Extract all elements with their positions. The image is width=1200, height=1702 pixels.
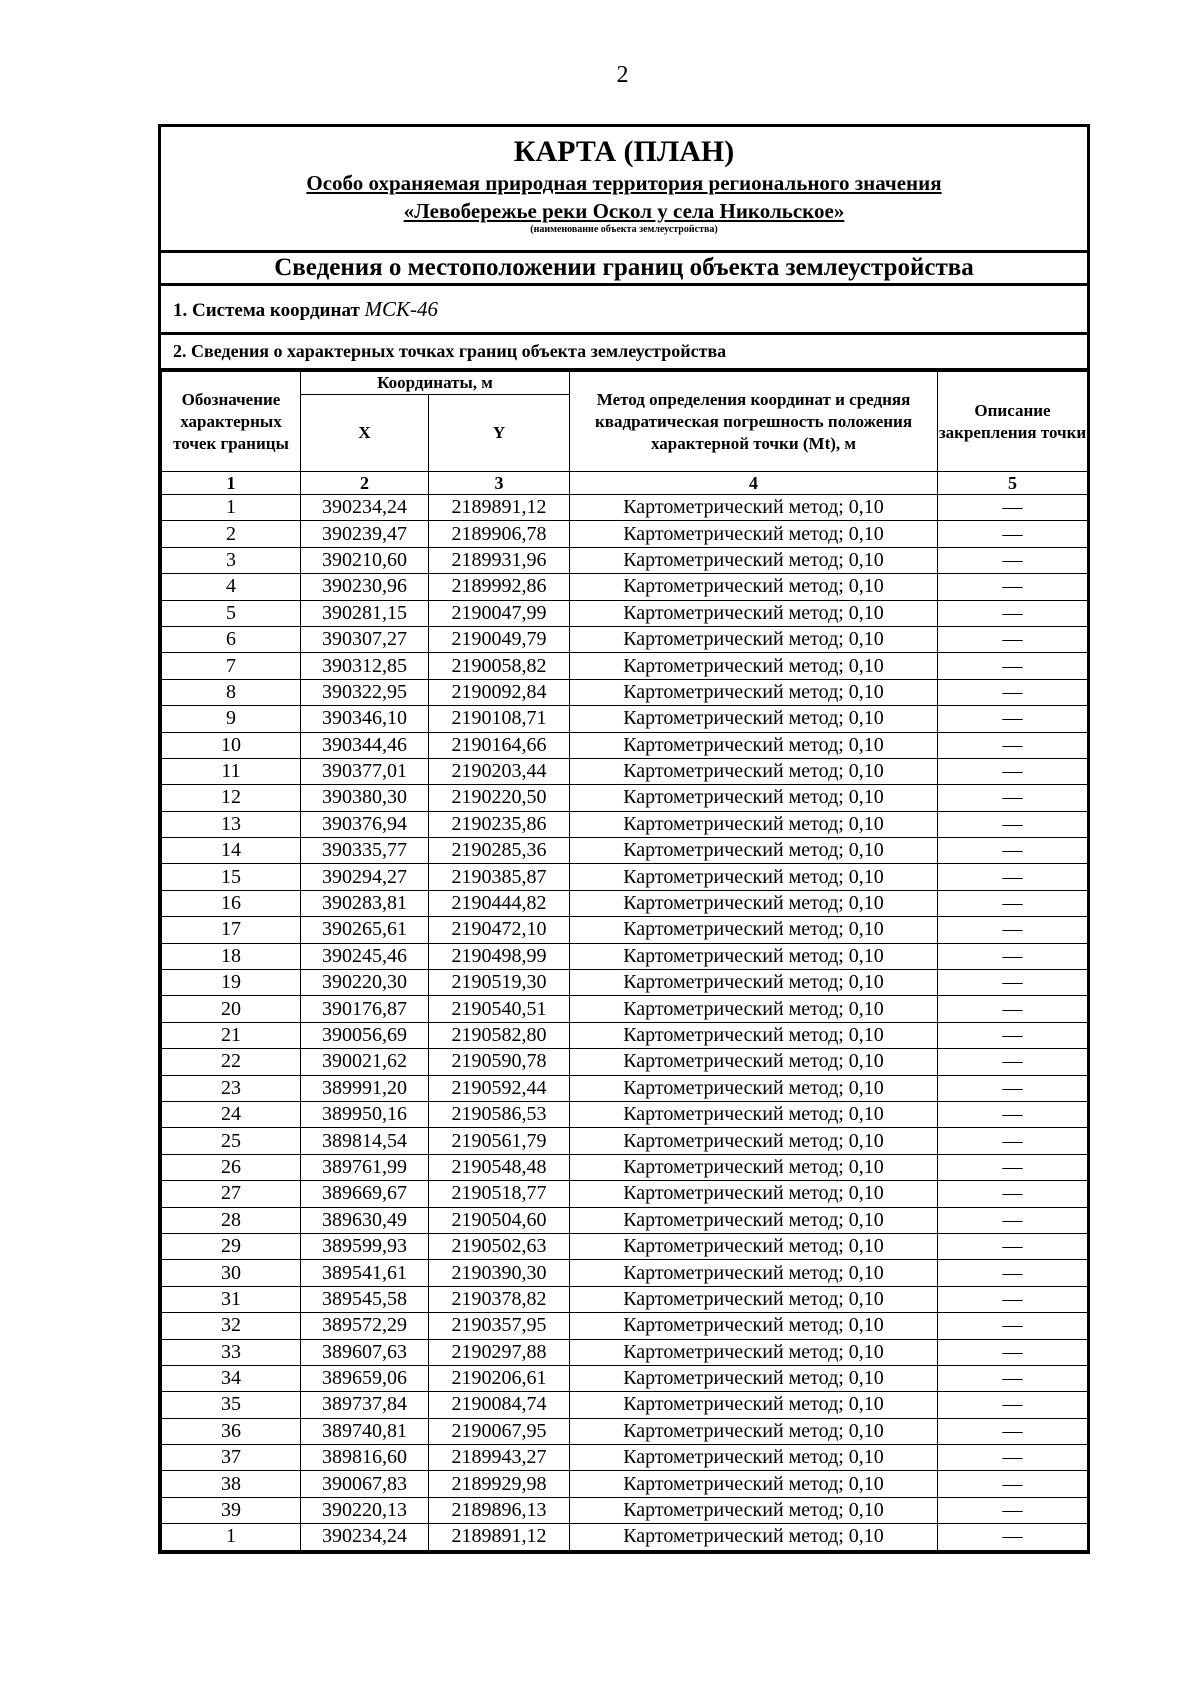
point-description: — xyxy=(938,1154,1088,1180)
y-coordinate: 2190206,61 xyxy=(429,1365,570,1391)
method: Картометрический метод; 0,10 xyxy=(570,1075,938,1101)
point-number: 31 xyxy=(162,1286,301,1312)
point-number: 18 xyxy=(162,943,301,969)
point-number: 23 xyxy=(162,1075,301,1101)
point-description: — xyxy=(938,1022,1088,1048)
y-coordinate: 2189896,13 xyxy=(429,1497,570,1523)
method: Картометрический метод; 0,10 xyxy=(570,521,938,547)
y-coordinate: 2190590,78 xyxy=(429,1049,570,1075)
point-number: 6 xyxy=(162,626,301,652)
method: Картометрический метод; 0,10 xyxy=(570,1497,938,1523)
point-description: — xyxy=(938,1471,1088,1497)
method: Картометрический метод; 0,10 xyxy=(570,864,938,890)
x-coordinate: 390239,47 xyxy=(301,521,429,547)
point-description: — xyxy=(938,1101,1088,1127)
x-coordinate: 390322,95 xyxy=(301,679,429,705)
method: Картометрический метод; 0,10 xyxy=(570,706,938,732)
x-coordinate: 390346,10 xyxy=(301,706,429,732)
x-coordinate: 390056,69 xyxy=(301,1022,429,1048)
point-description: — xyxy=(938,653,1088,679)
y-coordinate: 2190592,44 xyxy=(429,1075,570,1101)
point-description: — xyxy=(938,785,1088,811)
method: Картометрический метод; 0,10 xyxy=(570,1049,938,1075)
table-row xyxy=(162,1418,1088,1444)
x-coordinate: 389950,16 xyxy=(301,1101,429,1127)
method: Картометрический метод; 0,10 xyxy=(570,758,938,784)
point-number: 33 xyxy=(162,1339,301,1365)
table-row xyxy=(162,1286,1088,1312)
x-coordinate: 390376,94 xyxy=(301,811,429,837)
header-description: Описание закрепления точки xyxy=(938,372,1088,472)
point-number: 24 xyxy=(162,1101,301,1127)
point-number: 16 xyxy=(162,890,301,916)
method: Картометрический метод; 0,10 xyxy=(570,547,938,573)
y-coordinate: 2190385,87 xyxy=(429,864,570,890)
y-coordinate: 2190378,82 xyxy=(429,1286,570,1312)
y-coordinate: 2189931,96 xyxy=(429,547,570,573)
y-coordinate: 2190504,60 xyxy=(429,1207,570,1233)
column-number: 5 xyxy=(938,472,1088,495)
x-coordinate: 390344,46 xyxy=(301,732,429,758)
x-coordinate: 390220,13 xyxy=(301,1497,429,1523)
table-row xyxy=(162,1022,1088,1048)
table-row xyxy=(162,1445,1088,1471)
point-description: — xyxy=(938,1524,1088,1550)
points-section-title: 2. Сведения о характерных точках границ объекта землеустройства xyxy=(161,335,1087,371)
header-coordinates: Координаты, м xyxy=(301,372,570,395)
y-coordinate: 2190540,51 xyxy=(429,996,570,1022)
point-description: — xyxy=(938,917,1088,943)
table-row xyxy=(162,1524,1088,1550)
y-coordinate: 2190220,50 xyxy=(429,785,570,811)
x-coordinate: 390234,24 xyxy=(301,495,429,521)
x-coordinate: 389669,67 xyxy=(301,1181,429,1207)
point-number: 39 xyxy=(162,1497,301,1523)
header-x: X xyxy=(301,395,429,472)
point-number: 10 xyxy=(162,732,301,758)
point-description: — xyxy=(938,890,1088,916)
point-description: — xyxy=(938,864,1088,890)
table-row xyxy=(162,890,1088,916)
point-number: 29 xyxy=(162,1233,301,1259)
y-coordinate: 2189891,12 xyxy=(429,495,570,521)
point-number: 22 xyxy=(162,1049,301,1075)
point-number: 11 xyxy=(162,758,301,784)
table-row xyxy=(162,917,1088,943)
point-number: 38 xyxy=(162,1471,301,1497)
y-coordinate: 2190049,79 xyxy=(429,626,570,652)
method: Картометрический метод; 0,10 xyxy=(570,1471,938,1497)
table-row xyxy=(162,1365,1088,1391)
x-coordinate: 390245,46 xyxy=(301,943,429,969)
point-number: 4 xyxy=(162,574,301,600)
point-number: 25 xyxy=(162,1128,301,1154)
y-coordinate: 2189906,78 xyxy=(429,521,570,547)
x-coordinate: 389737,84 xyxy=(301,1392,429,1418)
x-coordinate: 390021,62 xyxy=(301,1049,429,1075)
point-description: — xyxy=(938,1128,1088,1154)
y-coordinate: 2189891,12 xyxy=(429,1524,570,1550)
x-coordinate: 389991,20 xyxy=(301,1075,429,1101)
point-description: — xyxy=(938,811,1088,837)
method: Картометрический метод; 0,10 xyxy=(570,838,938,864)
x-coordinate: 389599,93 xyxy=(301,1233,429,1259)
x-coordinate: 389545,58 xyxy=(301,1286,429,1312)
method: Картометрический метод; 0,10 xyxy=(570,653,938,679)
object-type: Особо охраняемая природная территория регионального значения xyxy=(306,171,942,195)
table-row xyxy=(162,758,1088,784)
table-row xyxy=(162,1154,1088,1180)
y-coordinate: 2190561,79 xyxy=(429,1128,570,1154)
point-description: — xyxy=(938,1049,1088,1075)
y-coordinate: 2190058,82 xyxy=(429,653,570,679)
y-coordinate: 2189992,86 xyxy=(429,574,570,600)
y-coordinate: 2190235,86 xyxy=(429,811,570,837)
x-coordinate: 390312,85 xyxy=(301,653,429,679)
section-title: Сведения о местоположении границ объекта землеустройства xyxy=(161,253,1087,286)
point-number: 5 xyxy=(162,600,301,626)
method: Картометрический метод; 0,10 xyxy=(570,1524,938,1550)
y-coordinate: 2190472,10 xyxy=(429,917,570,943)
y-coordinate: 2190285,36 xyxy=(429,838,570,864)
table-row xyxy=(162,495,1088,521)
y-coordinate: 2190548,48 xyxy=(429,1154,570,1180)
table-row xyxy=(162,1339,1088,1365)
point-number: 26 xyxy=(162,1154,301,1180)
point-number: 27 xyxy=(162,1181,301,1207)
point-description: — xyxy=(938,679,1088,705)
x-coordinate: 390176,87 xyxy=(301,996,429,1022)
page-number: 2 xyxy=(616,62,629,88)
method: Картометрический метод; 0,10 xyxy=(570,1365,938,1391)
header-designation: Обозначение характерных точек границы xyxy=(162,372,301,472)
x-coordinate: 390230,96 xyxy=(301,574,429,600)
table-row xyxy=(162,864,1088,890)
point-description: — xyxy=(938,732,1088,758)
point-description: — xyxy=(938,574,1088,600)
y-coordinate: 2190203,44 xyxy=(429,758,570,784)
column-number: 4 xyxy=(570,472,938,495)
point-number: 34 xyxy=(162,1365,301,1391)
y-coordinate: 2190108,71 xyxy=(429,706,570,732)
point-description: — xyxy=(938,1181,1088,1207)
table-row xyxy=(162,838,1088,864)
x-coordinate: 390377,01 xyxy=(301,758,429,784)
x-coordinate: 390067,83 xyxy=(301,1471,429,1497)
point-number: 30 xyxy=(162,1260,301,1286)
point-description: — xyxy=(938,970,1088,996)
table-row xyxy=(162,1260,1088,1286)
table-row xyxy=(162,1128,1088,1154)
x-coordinate: 390220,30 xyxy=(301,970,429,996)
y-coordinate: 2190092,84 xyxy=(429,679,570,705)
point-description: — xyxy=(938,547,1088,573)
table-row xyxy=(162,996,1088,1022)
table-row xyxy=(162,1207,1088,1233)
y-coordinate: 2189929,98 xyxy=(429,1471,570,1497)
y-coordinate: 2190047,99 xyxy=(429,600,570,626)
point-description: — xyxy=(938,1233,1088,1259)
method: Картометрический метод; 0,10 xyxy=(570,996,938,1022)
table-row xyxy=(162,1392,1088,1418)
x-coordinate: 390335,77 xyxy=(301,838,429,864)
method: Картометрический метод; 0,10 xyxy=(570,890,938,916)
point-description: — xyxy=(938,495,1088,521)
document-title: КАРТА (ПЛАН) xyxy=(513,135,735,168)
point-description: — xyxy=(938,838,1088,864)
table-row xyxy=(162,1049,1088,1075)
table-row xyxy=(162,943,1088,969)
x-coordinate: 390210,60 xyxy=(301,547,429,573)
column-number: 2 xyxy=(301,472,429,495)
method: Картометрический метод; 0,10 xyxy=(570,732,938,758)
point-number: 14 xyxy=(162,838,301,864)
x-coordinate: 389659,06 xyxy=(301,1365,429,1391)
column-number: 1 xyxy=(162,472,301,495)
method: Картометрический метод; 0,10 xyxy=(570,1260,938,1286)
method: Картометрический метод; 0,10 xyxy=(570,1128,938,1154)
x-coordinate: 389816,60 xyxy=(301,1445,429,1471)
point-description: — xyxy=(938,1365,1088,1391)
column-number: 3 xyxy=(429,472,570,495)
header-method: Метод определения координат и средняя квадратическая погрешность положения характерной точки (Mt), м xyxy=(570,372,938,472)
point-description: — xyxy=(938,996,1088,1022)
point-number: 1 xyxy=(162,495,301,521)
point-description: — xyxy=(938,1286,1088,1312)
point-number: 17 xyxy=(162,917,301,943)
method: Картометрический метод; 0,10 xyxy=(570,679,938,705)
y-coordinate: 2190084,74 xyxy=(429,1392,570,1418)
boundary-points-table xyxy=(161,371,1088,1551)
y-coordinate: 2190067,95 xyxy=(429,1418,570,1444)
method: Картометрический метод; 0,10 xyxy=(570,1445,938,1471)
x-coordinate: 389814,54 xyxy=(301,1128,429,1154)
x-coordinate: 390283,81 xyxy=(301,890,429,916)
y-coordinate: 2190582,80 xyxy=(429,1022,570,1048)
object-name-caption: (наименование объекта землеустройства) xyxy=(530,224,718,235)
method: Картометрический метод; 0,10 xyxy=(570,970,938,996)
table-row xyxy=(162,547,1088,573)
table-row xyxy=(162,1233,1088,1259)
method: Картометрический метод; 0,10 xyxy=(570,943,938,969)
method: Картометрический метод; 0,10 xyxy=(570,574,938,600)
x-coordinate: 389607,63 xyxy=(301,1339,429,1365)
point-number: 36 xyxy=(162,1418,301,1444)
table-row xyxy=(162,574,1088,600)
point-number: 12 xyxy=(162,785,301,811)
point-number: 37 xyxy=(162,1445,301,1471)
table-row xyxy=(162,1313,1088,1339)
point-description: — xyxy=(938,1260,1088,1286)
method: Картометрический метод; 0,10 xyxy=(570,1392,938,1418)
table-row xyxy=(162,679,1088,705)
table-row xyxy=(162,1101,1088,1127)
x-coordinate: 389541,61 xyxy=(301,1260,429,1286)
method: Картометрический метод; 0,10 xyxy=(570,495,938,521)
table-row xyxy=(162,811,1088,837)
table-row xyxy=(162,1075,1088,1101)
method: Картометрический метод; 0,10 xyxy=(570,785,938,811)
method: Картометрический метод; 0,10 xyxy=(570,626,938,652)
point-description: — xyxy=(938,1075,1088,1101)
title-block xyxy=(161,127,1087,253)
method: Картометрический метод; 0,10 xyxy=(570,811,938,837)
y-coordinate: 2190357,95 xyxy=(429,1313,570,1339)
method: Картометрический метод; 0,10 xyxy=(570,1233,938,1259)
point-number: 1 xyxy=(162,1524,301,1550)
method: Картометрический метод; 0,10 xyxy=(570,1022,938,1048)
table-row xyxy=(162,521,1088,547)
point-number: 13 xyxy=(162,811,301,837)
point-number: 3 xyxy=(162,547,301,573)
coord-system-label: 1. Система координат xyxy=(173,300,360,321)
point-description: — xyxy=(938,1207,1088,1233)
x-coordinate: 389630,49 xyxy=(301,1207,429,1233)
method: Картометрический метод; 0,10 xyxy=(570,1207,938,1233)
point-number: 28 xyxy=(162,1207,301,1233)
point-number: 8 xyxy=(162,679,301,705)
method: Картометрический метод; 0,10 xyxy=(570,1154,938,1180)
point-description: — xyxy=(938,1418,1088,1444)
y-coordinate: 2190519,30 xyxy=(429,970,570,996)
point-description: — xyxy=(938,758,1088,784)
method: Картометрический метод; 0,10 xyxy=(570,1286,938,1312)
y-coordinate: 2190586,53 xyxy=(429,1101,570,1127)
table-row xyxy=(162,1181,1088,1207)
table-row xyxy=(162,1497,1088,1523)
y-coordinate: 2190518,77 xyxy=(429,1181,570,1207)
document-frame xyxy=(158,124,1090,1554)
coord-system-value: МСК-46 xyxy=(364,297,438,321)
table-row xyxy=(162,706,1088,732)
table-row xyxy=(162,732,1088,758)
method: Картометрический метод; 0,10 xyxy=(570,917,938,943)
y-coordinate: 2190444,82 xyxy=(429,890,570,916)
y-coordinate: 2190390,30 xyxy=(429,1260,570,1286)
method: Картометрический метод; 0,10 xyxy=(570,1101,938,1127)
point-description: — xyxy=(938,1445,1088,1471)
y-coordinate: 2190498,99 xyxy=(429,943,570,969)
method: Картометрический метод; 0,10 xyxy=(570,1313,938,1339)
table-row xyxy=(162,970,1088,996)
point-number: 35 xyxy=(162,1392,301,1418)
point-description: — xyxy=(938,600,1088,626)
x-coordinate: 390380,30 xyxy=(301,785,429,811)
method: Картометрический метод; 0,10 xyxy=(570,600,938,626)
point-description: — xyxy=(938,1339,1088,1365)
point-number: 15 xyxy=(162,864,301,890)
coord-system-row xyxy=(161,286,1087,335)
table-row xyxy=(162,785,1088,811)
point-description: — xyxy=(938,626,1088,652)
header-y: Y xyxy=(429,395,570,472)
method: Картометрический метод; 0,10 xyxy=(570,1418,938,1444)
x-coordinate: 390307,27 xyxy=(301,626,429,652)
point-description: — xyxy=(938,706,1088,732)
method: Картометрический метод; 0,10 xyxy=(570,1181,938,1207)
point-number: 9 xyxy=(162,706,301,732)
x-coordinate: 390294,27 xyxy=(301,864,429,890)
table-row xyxy=(162,600,1088,626)
point-description: — xyxy=(938,943,1088,969)
table-row xyxy=(162,626,1088,652)
table-row xyxy=(162,653,1088,679)
point-number: 32 xyxy=(162,1313,301,1339)
point-number: 2 xyxy=(162,521,301,547)
x-coordinate: 389740,81 xyxy=(301,1418,429,1444)
x-coordinate: 390234,24 xyxy=(301,1524,429,1550)
y-coordinate: 2190297,88 xyxy=(429,1339,570,1365)
object-name: «Левобережье реки Оскол у села Никольское» xyxy=(403,199,845,223)
point-description: — xyxy=(938,521,1088,547)
y-coordinate: 2190164,66 xyxy=(429,732,570,758)
point-number: 20 xyxy=(162,996,301,1022)
point-description: — xyxy=(938,1497,1088,1523)
method: Картометрический метод; 0,10 xyxy=(570,1339,938,1365)
point-number: 21 xyxy=(162,1022,301,1048)
y-coordinate: 2189943,27 xyxy=(429,1445,570,1471)
table-row xyxy=(162,1471,1088,1497)
point-description: — xyxy=(938,1392,1088,1418)
x-coordinate: 389572,29 xyxy=(301,1313,429,1339)
y-coordinate: 2190502,63 xyxy=(429,1233,570,1259)
x-coordinate: 390265,61 xyxy=(301,917,429,943)
point-description: — xyxy=(938,1313,1088,1339)
x-coordinate: 390281,15 xyxy=(301,600,429,626)
x-coordinate: 389761,99 xyxy=(301,1154,429,1180)
point-number: 7 xyxy=(162,653,301,679)
point-number: 19 xyxy=(162,970,301,996)
